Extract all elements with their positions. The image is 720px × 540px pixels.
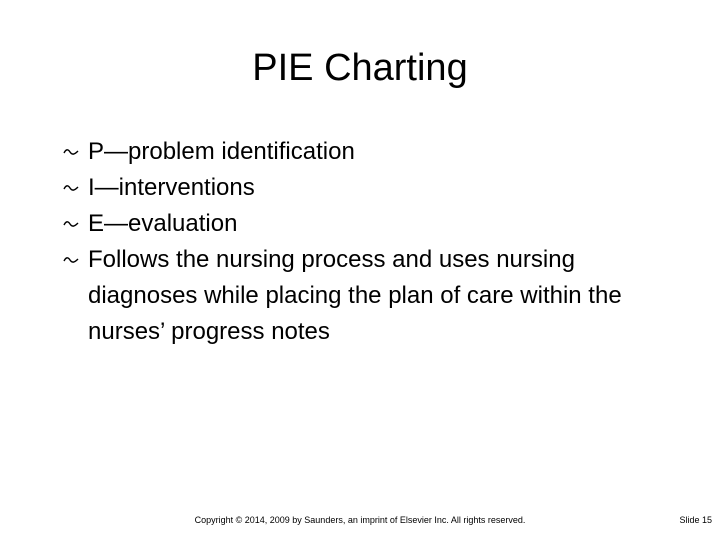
slide-number: Slide 15 [679, 515, 712, 525]
bullet-text: I—interventions [88, 174, 255, 201]
bullet-item-nursing-process [60, 242, 680, 350]
slide-title: PIE Charting [252, 47, 468, 89]
copyright-notice: Copyright © 2014, 2009 by Saunders, an imprint of Elsevier Inc. All rights reserved. [194, 515, 526, 525]
bullet-text: Follows the nursing process and uses nursing diagnoses while placing the plan of care within the nurses’ progress notes [88, 246, 622, 345]
bullet-text: E—evaluation [88, 210, 238, 237]
wavy-dash-icon [60, 206, 82, 242]
bullet-item-problem [60, 134, 680, 170]
bullet-list [60, 134, 680, 350]
bullet-item-interventions [60, 170, 680, 206]
wavy-dash-icon [60, 242, 82, 278]
bullet-text: P—problem identification [88, 138, 355, 165]
wavy-dash-icon [60, 170, 82, 206]
bullet-item-evaluation [60, 206, 680, 242]
wavy-dash-icon [60, 134, 82, 170]
